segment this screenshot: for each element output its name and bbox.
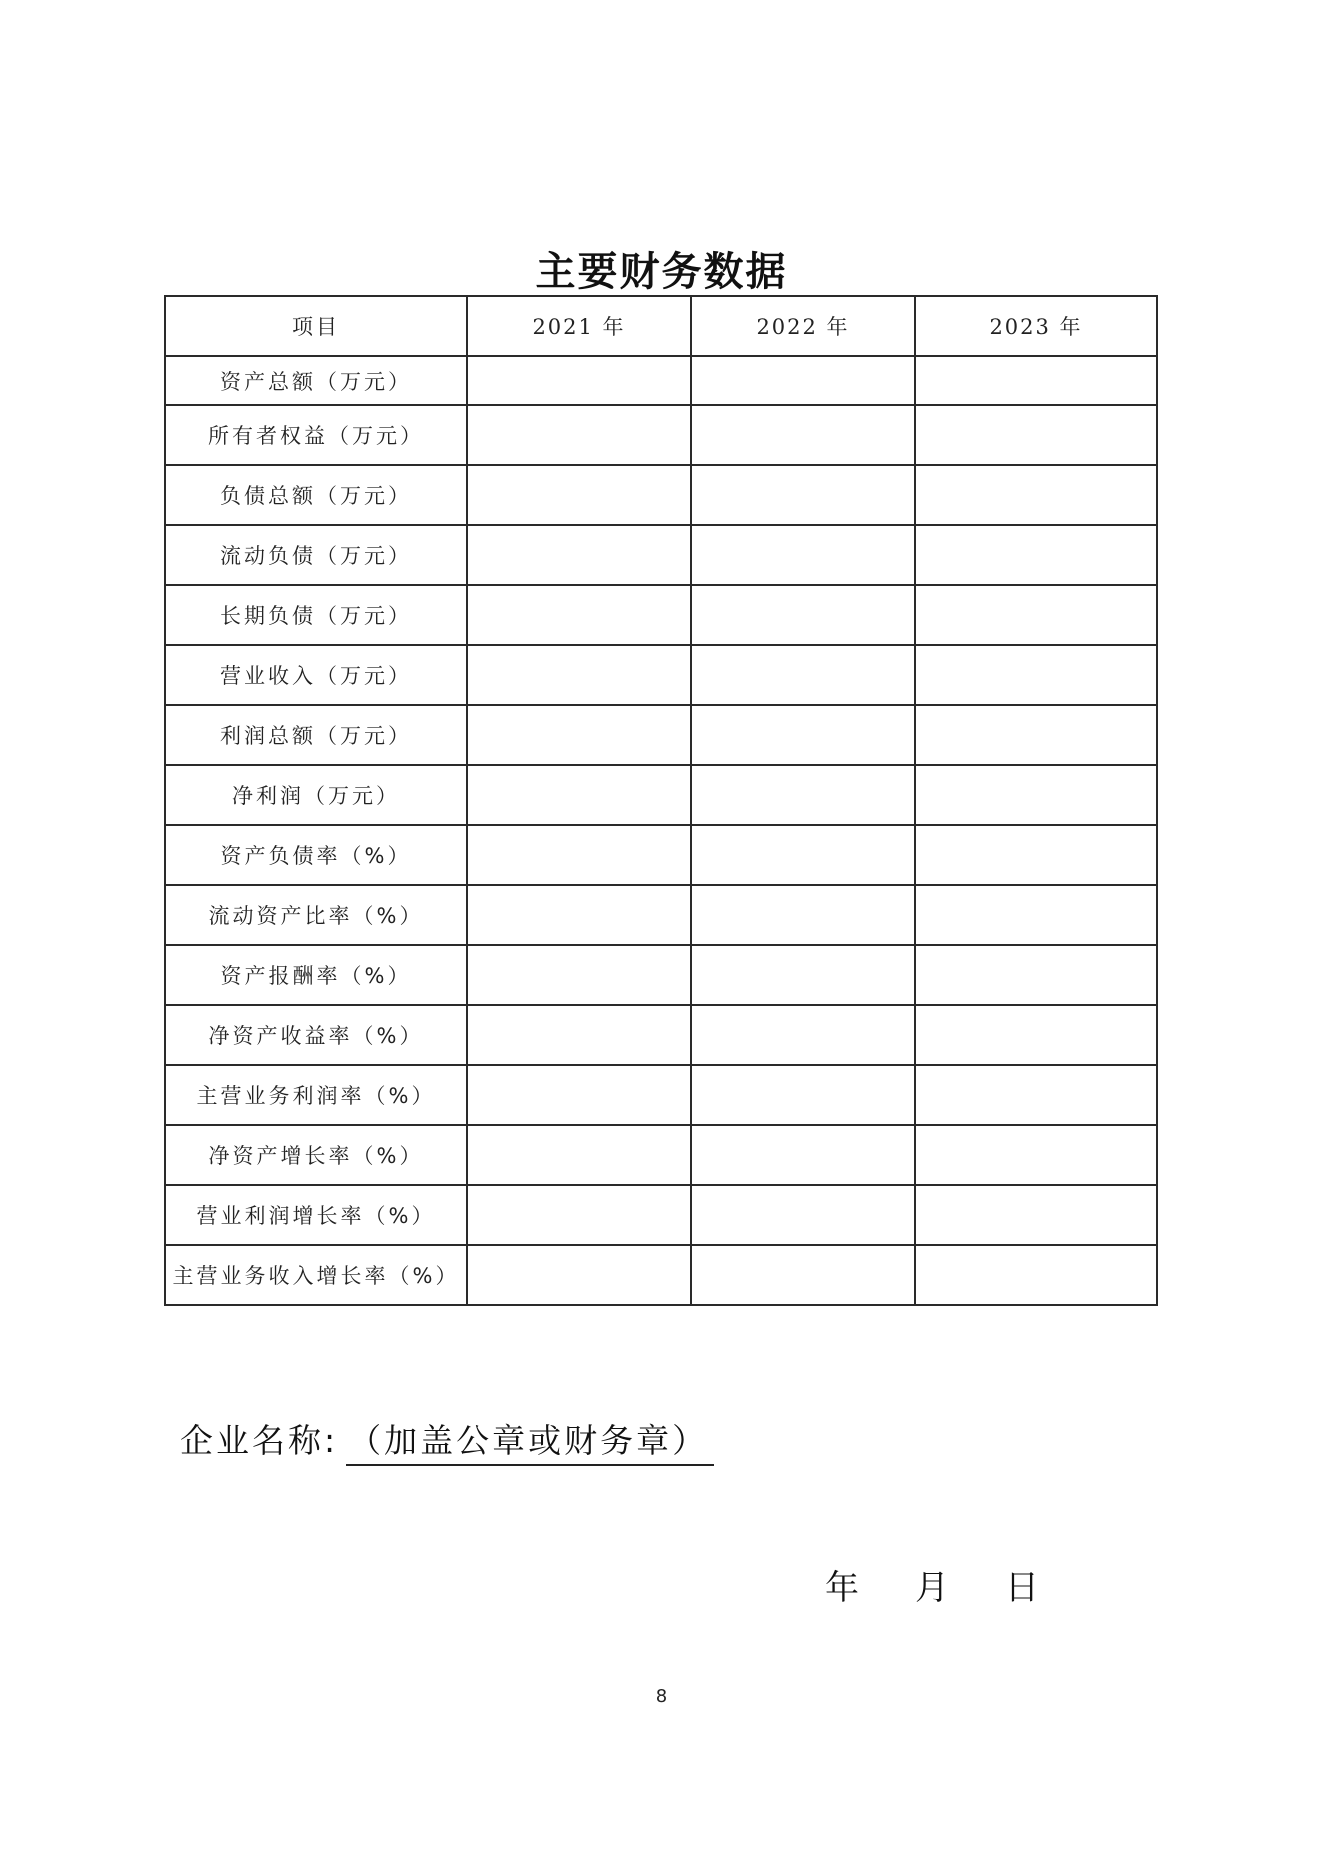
value-cell bbox=[915, 945, 1157, 1005]
table-row bbox=[165, 585, 1157, 645]
value-cell bbox=[915, 1065, 1157, 1125]
value-cell bbox=[915, 585, 1157, 645]
row-label: 资产总额（万元） bbox=[165, 356, 467, 405]
table-row bbox=[165, 1005, 1157, 1065]
company-name-value: （加盖公章或财务章） bbox=[346, 1415, 714, 1466]
value-cell bbox=[915, 885, 1157, 945]
value-cell bbox=[915, 1125, 1157, 1185]
value-cell bbox=[691, 525, 915, 585]
value-cell bbox=[691, 765, 915, 825]
value-cell bbox=[691, 1125, 915, 1185]
row-label: 资产报酬率（%） bbox=[165, 945, 467, 1005]
table-row bbox=[165, 1125, 1157, 1185]
table-row bbox=[165, 945, 1157, 1005]
value-cell bbox=[467, 645, 691, 705]
value-cell bbox=[915, 765, 1157, 825]
header-year-2022: 2022 年 bbox=[691, 296, 915, 356]
value-cell bbox=[915, 405, 1157, 465]
value-cell bbox=[691, 1185, 915, 1245]
value-cell bbox=[467, 356, 691, 405]
value-cell bbox=[691, 356, 915, 405]
value-cell bbox=[691, 645, 915, 705]
row-label: 净资产增长率（%） bbox=[165, 1125, 467, 1185]
value-cell bbox=[915, 705, 1157, 765]
table-row bbox=[165, 705, 1157, 765]
table-body bbox=[165, 356, 1157, 1305]
value-cell bbox=[691, 945, 915, 1005]
value-cell bbox=[915, 465, 1157, 525]
financial-data-table bbox=[164, 295, 1158, 1306]
table-row bbox=[165, 356, 1157, 405]
value-cell bbox=[467, 1245, 691, 1305]
table-row bbox=[165, 1185, 1157, 1245]
value-cell bbox=[467, 585, 691, 645]
header-year-2021: 2021 年 bbox=[467, 296, 691, 356]
table-row bbox=[165, 885, 1157, 945]
row-label: 利润总额（万元） bbox=[165, 705, 467, 765]
header-year-2023: 2023 年 bbox=[915, 296, 1157, 356]
value-cell bbox=[467, 1065, 691, 1125]
value-cell bbox=[915, 356, 1157, 405]
value-cell bbox=[691, 1245, 915, 1305]
value-cell bbox=[467, 1005, 691, 1065]
row-label: 主营业务利润率（%） bbox=[165, 1065, 467, 1125]
page-number: 8 bbox=[655, 1686, 668, 1707]
value-cell bbox=[915, 825, 1157, 885]
value-cell bbox=[467, 1125, 691, 1185]
value-cell bbox=[467, 885, 691, 945]
row-label: 流动负债（万元） bbox=[165, 525, 467, 585]
table-row bbox=[165, 645, 1157, 705]
row-label: 长期负债（万元） bbox=[165, 585, 467, 645]
row-label: 净资产收益率（%） bbox=[165, 1005, 467, 1065]
value-cell bbox=[915, 1185, 1157, 1245]
value-cell bbox=[691, 465, 915, 525]
table-row bbox=[165, 465, 1157, 525]
value-cell bbox=[691, 885, 915, 945]
table-row bbox=[165, 825, 1157, 885]
table-row bbox=[165, 405, 1157, 465]
value-cell bbox=[467, 405, 691, 465]
value-cell bbox=[467, 825, 691, 885]
value-cell bbox=[915, 1245, 1157, 1305]
row-label: 营业收入（万元） bbox=[165, 645, 467, 705]
row-label: 流动资产比率（%） bbox=[165, 885, 467, 945]
table-row bbox=[165, 525, 1157, 585]
value-cell bbox=[467, 525, 691, 585]
header-item: 项目 bbox=[165, 296, 467, 356]
table-row bbox=[165, 765, 1157, 825]
row-label: 所有者权益（万元） bbox=[165, 405, 467, 465]
date-line bbox=[825, 1560, 1039, 1609]
table-row bbox=[165, 1245, 1157, 1305]
value-cell bbox=[691, 405, 915, 465]
value-cell bbox=[915, 525, 1157, 585]
value-cell bbox=[467, 465, 691, 525]
value-cell bbox=[691, 705, 915, 765]
company-name-label: 企业名称: bbox=[180, 1421, 339, 1460]
value-cell bbox=[691, 1005, 915, 1065]
value-cell bbox=[915, 1005, 1157, 1065]
row-label: 净利润（万元） bbox=[165, 765, 467, 825]
value-cell bbox=[691, 1065, 915, 1125]
company-name-line bbox=[180, 1415, 714, 1466]
page-title: 主要财务数据 bbox=[535, 249, 788, 295]
value-cell bbox=[691, 825, 915, 885]
value-cell bbox=[467, 705, 691, 765]
row-label: 营业利润增长率（%） bbox=[165, 1185, 467, 1245]
value-cell bbox=[467, 945, 691, 1005]
date-month: 月 bbox=[915, 1568, 949, 1608]
value-cell bbox=[915, 645, 1157, 705]
row-label: 负债总额（万元） bbox=[165, 465, 467, 525]
value-cell bbox=[467, 1185, 691, 1245]
date-day: 日 bbox=[1005, 1568, 1039, 1608]
table-row bbox=[165, 1065, 1157, 1125]
row-label: 主营业务收入增长率（%） bbox=[165, 1245, 467, 1305]
date-year: 年 bbox=[825, 1568, 859, 1608]
row-label: 资产负债率（%） bbox=[165, 825, 467, 885]
table-header-row bbox=[165, 296, 1157, 356]
value-cell bbox=[467, 765, 691, 825]
value-cell bbox=[691, 585, 915, 645]
